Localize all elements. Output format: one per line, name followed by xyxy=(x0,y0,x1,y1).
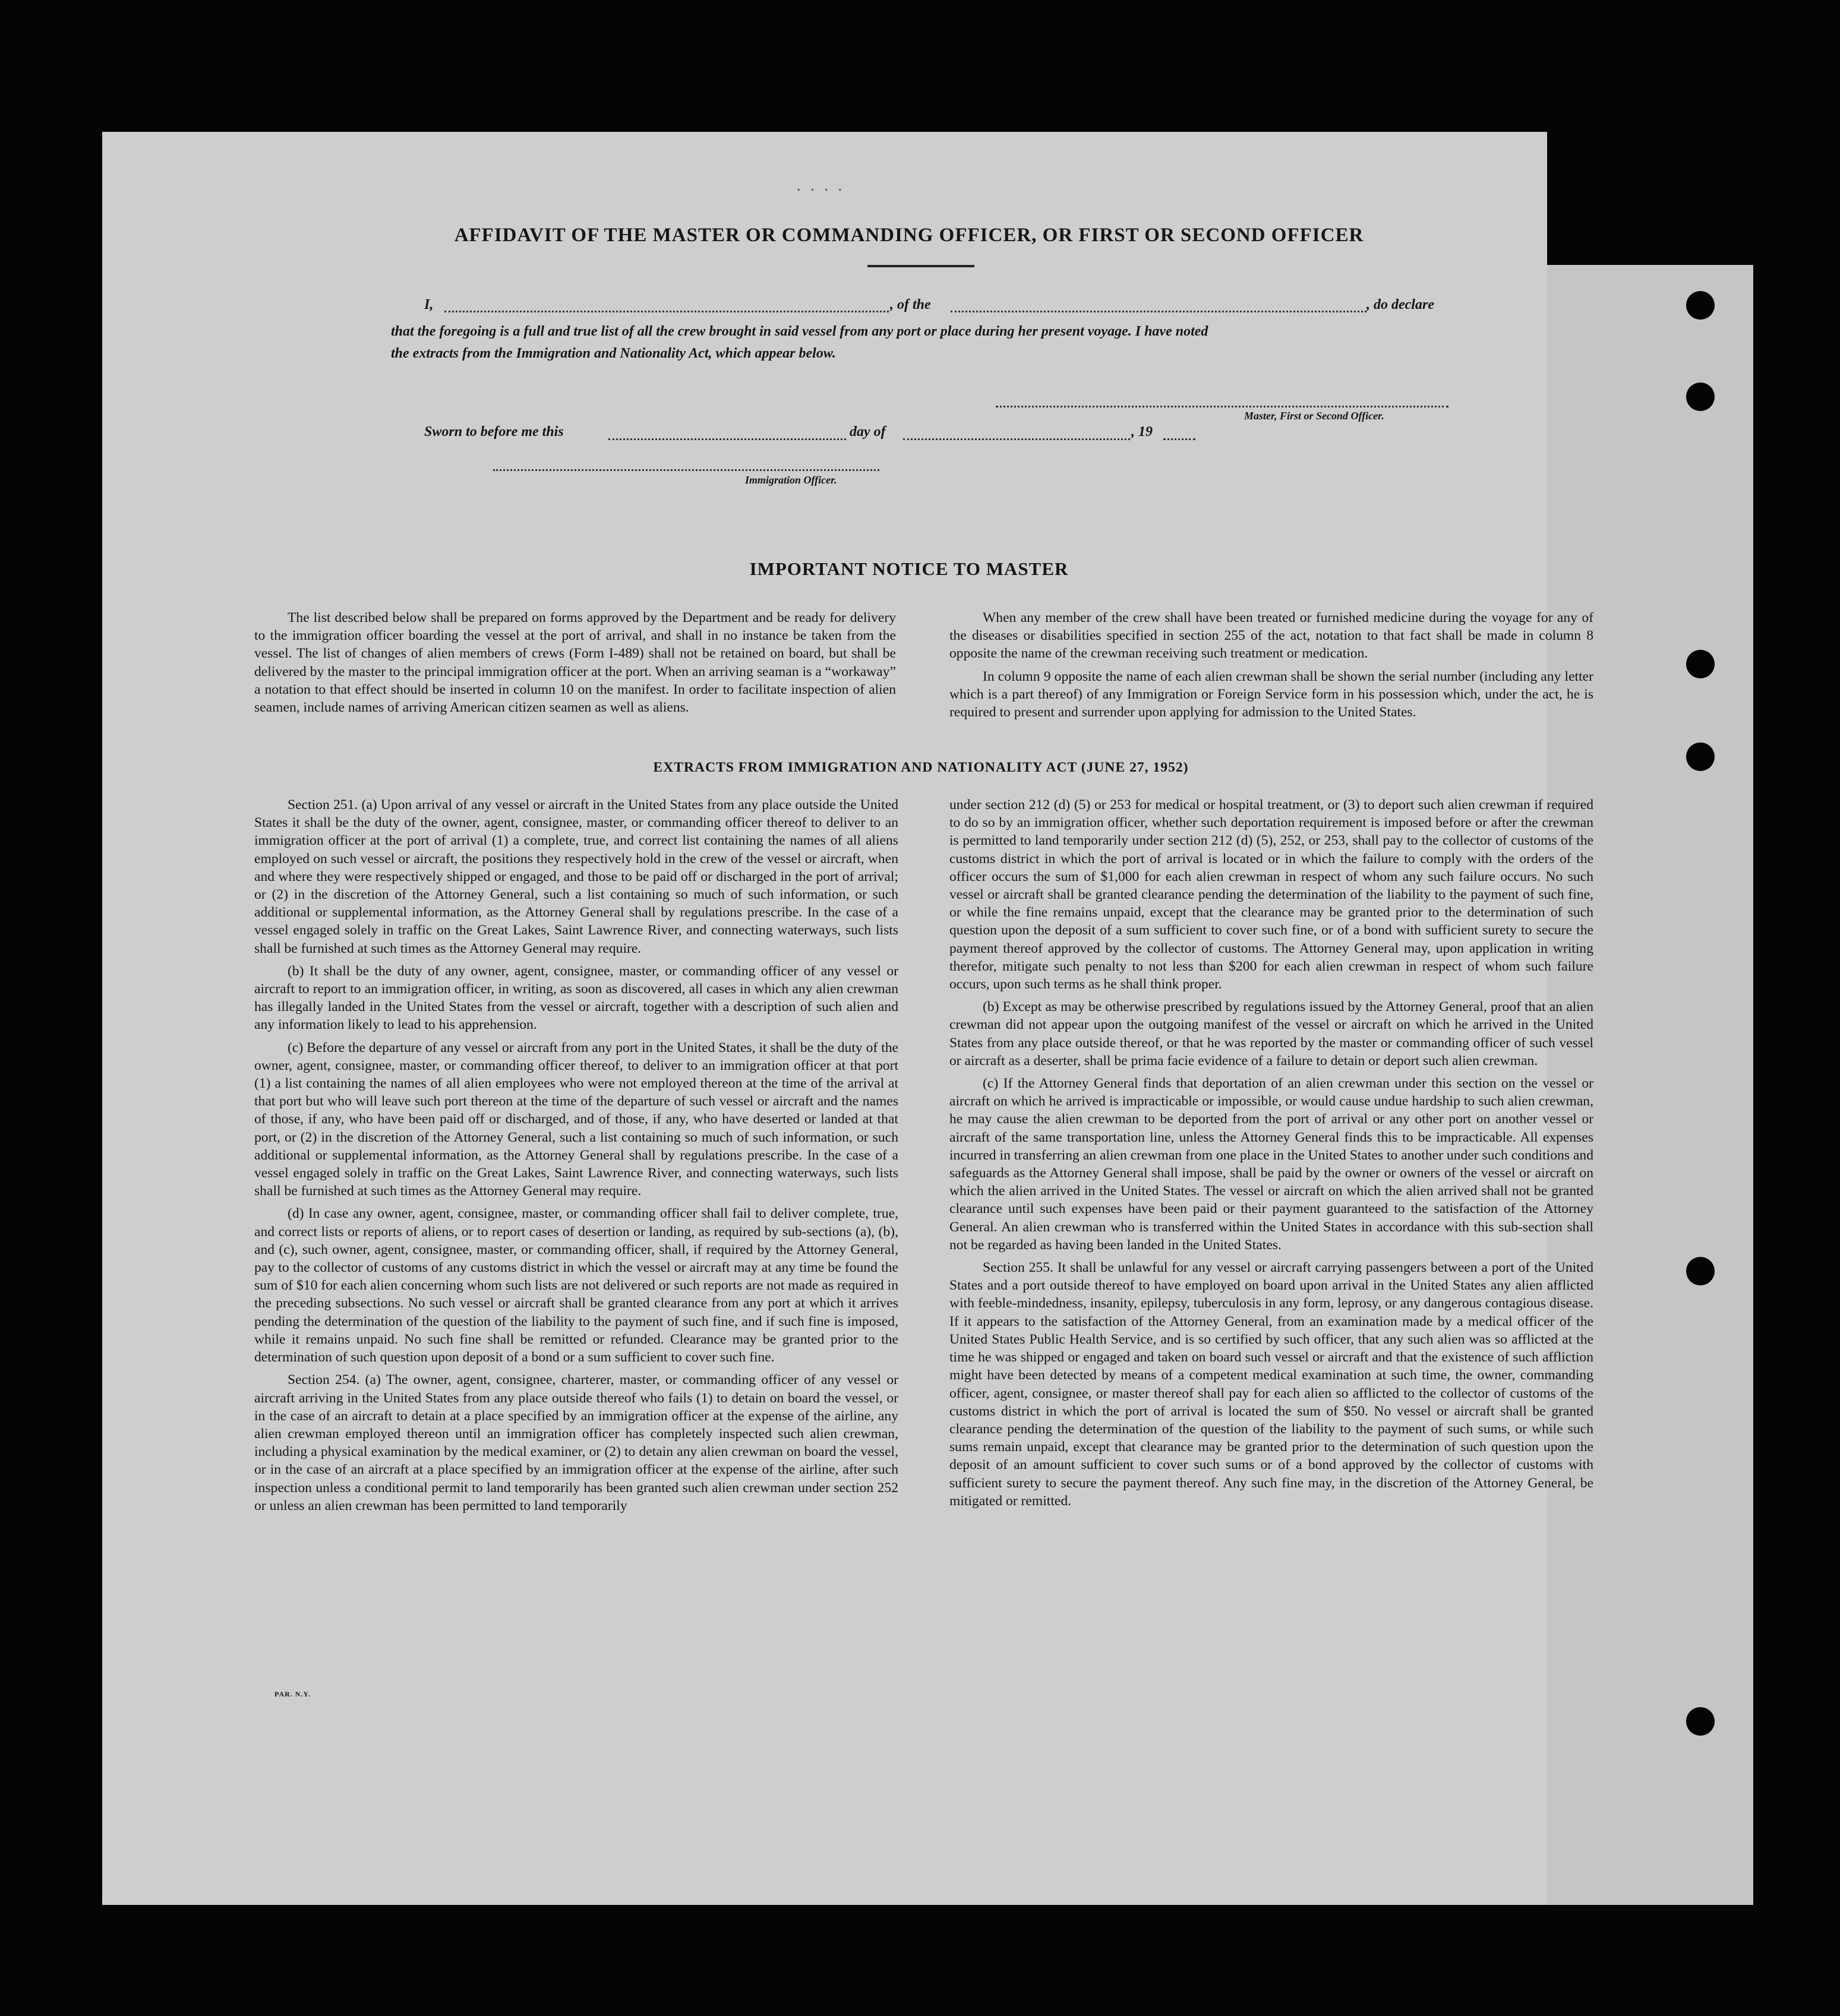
punch-hole xyxy=(1686,650,1715,678)
officer-signature-label: Immigration Officer. xyxy=(745,474,837,486)
section-254-b: (b) Except as may be otherwise prescribed by regulations issued by the Attorney General, proof that an alien crewman did not appear upon the outgoing manifest of the vessel or aircraft on which he arrived in the United States from any place outside thereof, or that he was reported by the master or commanding officer of such vessel or aircraft as a deserter, shall be prima facie evidence of a failure to detain or deport such alien crewman. xyxy=(949,999,1593,1069)
declaration-line-2: the extracts from the Immigration and Nationality Act, which appear below. xyxy=(391,346,836,361)
master-signature-line xyxy=(996,406,1448,407)
section-255: Section 255. It shall be unlawful for any vessel or aircraft carrying passengers between a port of the United States and a port outside thereof to have employed on board upon arrival in the United States any alien afflicted with feeble-mindedness, insanity, epilepsy, tuberculosis in any form, leprosy, or any dangerous contagious disease. If it appears to the satisfaction of the Attorney General, from an examination made by a medical officer of the United States Public Health Service, and is so certified by such officer, that any such alien was so afflicted at the time he was shipped or engaged and taken on board such vessel or aircraft and that the existence of such affliction might have been detected by means of a competent medical examination at such time, the owner, commanding officer, agent, consignee, or master thereof shall pay for each alien so afflicted to the collector of customs of the customs district in which the port of arrival is located the sum of $50. No vessel or aircraft shall be granted clearance pending the determination of the question of the liability to the payment of such sums, or while such sums remain unpaid, except that clearance may be granted prior to the determination of such question upon the deposit of an amount sufficient to cover such sums or of a bond approved by the collector of customs with sufficient surety to secure the payment thereof. Any such fine may, in the discretion of the Attorney General, be mitigated or remitted. xyxy=(949,1260,1593,1509)
notice-paragraph: The list described below shall be prepared on forms approved by the Department and be ready for delivery to the immigration officer boarding the vessel at the port of arrival, and shall in no instance be taken from the vessel. The list of changes of alien members of crews (Form I-489) shall not be retained on board, but shall be delivered by the master to the principal immigration officer at the port. When an arriving seaman is a “workaway” a notation to that effect should be inserted in column 10 on the manifest. In order to facilitate inspection of alien seamen, include names of arriving American citizen seamen as well as aliens. xyxy=(254,610,896,716)
section-254-c: (c) If the Attorney General finds that deportation of an alien crewman under this section on the vessel or aircraft on which he arrived is impracticable or impossible, or would cause undue hardship to such alien crewman, he may cause the alien crewman to be deported from the port of arrival or any other port on another vessel or aircraft of the same transportation line, unless the Attorney General finds this to be impracticable. All expenses incurred in transferring an alien crewman from one place in the United States to another under such conditions and safeguards as the Attorney General shall impose, shall be paid by the owner or owners of the vessel or aircraft on which the alien arrived in the United States. The vessel or aircraft on which the alien arrived shall not be granted clearance until such expenses have been paid or their payment guaranteed to the satisfaction of the Attorney General. An alien crewman who is transferred within the United States in accordance with this sub-section shall not be regarded as having been landed in the United States. xyxy=(949,1076,1593,1253)
sworn-label: Sworn to before me this xyxy=(424,424,564,440)
punch-hole xyxy=(1686,291,1715,320)
declarant-name-blank xyxy=(444,311,889,312)
scan-smudge: · · · · xyxy=(796,181,845,198)
sworn-month-blank xyxy=(903,438,1130,440)
section-251-a: Section 251. (a) Upon arrival of any vessel or aircraft in the United States from any place outside the United States it shall be the duty of the owner, agent, consignee, master, or commanding officer thereof to deliver to an immigration officer at the port of arrival (1) a complete, true, and correct list containing the names of all aliens employed on such vessel or aircraft, the positions they respectively hold in the crew of the vessel or aircraft, when and where they were respectively shipped or engaged, and those to be paid off or discharged in the port of arrival; or (2) in the discretion of the Attorney General, such a list containing so much of such information, or such additional or supplemental information, as the Attorney General shall by regulations prescribe. In the case of a vessel engaged solely in traffic on the Great Lakes, Saint Lawrence River, and connecting waterways, such lists shall be furnished at such times as the Attorney General may require. xyxy=(254,797,898,956)
declarant-label: I, xyxy=(424,297,434,312)
punch-hole xyxy=(1686,742,1715,771)
extracts-right-column xyxy=(949,796,1593,1515)
notice-title: IMPORTANT NOTICE TO MASTER xyxy=(749,558,1069,579)
day-of-label: day of xyxy=(850,424,886,440)
section-251-b: (b) It shall be the duty of any owner, agent, consignee, master, or commanding officer of any vessel or aircraft to report to an immigration officer, in writing, as soon as discovered, all cases in which any alien crewman has illegally landed in the United States from the vessel or aircraft, together with a description of such alien and any information likely to lead to his apprehension. xyxy=(254,963,898,1033)
title-divider xyxy=(867,265,974,267)
punch-hole xyxy=(1686,383,1715,411)
notice-right-column xyxy=(949,609,1593,726)
notice-paragraph: When any member of the crew shall have been treated or furnished medicine during the voyage for any of the diseases or disabilities specified in section 255 of the act, notation to that fact shall be made in column 8 opposite the name of the crewman receiving such treatment or medication. xyxy=(949,610,1593,662)
section-254-a-continued: under section 212 (d) (5) or 253 for medical or hospital treatment, or (3) to deport such alien crewman if required to do so by an immigration officer, whether such deportation requirement is imposed before or after the crewman is permitted to land temporarily under section 212 (d) (5), 252, or 253, shall pay to the collector of customs of the customs district in which the port of arrival is located or in which the failure to comply with the orders of the officer occurs the sum of $1,000 for each alien crewman in respect of whom any such failure occurs. No such vessel or aircraft shall be granted clearance pending the determination of the liability to the payment of such fine, or while the fine remains unpaid, except that the clearance may be granted prior to the determination of such question upon the deposit of a sum sufficient to cover such fine, or of a bond with sufficient surety to secure the payment thereof approved by the collector of customs. The Attorney General may, upon application in writing therefor, mitigate such penalty to not less than $200 for each alien crewman in respect of whom such failure occurs, upon such terms as he shall think proper. xyxy=(949,797,1593,993)
master-signature-label: Master, First or Second Officer. xyxy=(1244,410,1384,422)
declaration-line-1: that the foregoing is a full and true list of all the crew brought in said vessel from any port or place during her present voyage. I have noted xyxy=(391,324,1208,339)
punch-hole xyxy=(1686,1257,1715,1285)
section-254-a: Section 254. (a) The owner, agent, consignee, charterer, master, or commanding officer of any vessel or aircraft arriving in the United States from any place outside thereof who fails (1) to detain on board the vessel, or in the case of an aircraft to detain at a place specified by an immigration officer at the expense of the airline, any alien crewman employed thereon until an immigration officer has completely inspected such alien crewman, including a physical examination by the medical examiner, or (2) to detain any alien crewman on board the vessel, or in the case of an aircraft at a place specified by an immigration officer at the expense of the airline, after such inspection unless a conditional permit to land temporarily has been granted such alien crewman under section 252 or unless an alien crewman has been permitted to land temporarily xyxy=(254,1372,898,1513)
punch-hole xyxy=(1686,1707,1715,1736)
officer-signature-line xyxy=(493,469,879,471)
do-declare-label: , do declare xyxy=(1366,297,1434,312)
year-label: , 19 xyxy=(1131,424,1153,440)
of-the-label: , of the xyxy=(890,297,931,312)
section-251-c: (c) Before the departure of any vessel or aircraft from any port in the United States, it shall be the duty of the owner, agent, consignee, master, or commanding officer thereof, to deliver to an immigration officer at that port (1) a list containing the names of all alien employees who were not employed thereon at the time of the arrival at that port but who will leave such port thereon at the time of the departure of such vessel or aircraft and the names of those, if any, who have been paid off or discharged, and of those, if any, who have deserted or landed at that port, or (2) in the discretion of the Attorney General, such a list containing so much of such information, or such additional or supplemental information, as the Attorney General shall by regulations prescribe. In the case of a vessel engaged solely in traffic on the Great Lakes, Saint Lawrence River, and connecting waterways, such lists shall be furnished at such times as the Attorney General may require. xyxy=(254,1039,898,1199)
vessel-name-blank xyxy=(951,311,1366,312)
notice-paragraph: In column 9 opposite the name of each alien crewman shall be shown the serial number (including any letter which is a part thereof) of any Immigration or Foreign Service form in his possession which, under the act, he is required to present and surrender upon applying for admission to the United States. xyxy=(949,668,1593,721)
year-blank xyxy=(1163,438,1195,440)
notice-left-column xyxy=(254,609,896,721)
sworn-day-blank xyxy=(608,438,846,440)
affidavit-title: AFFIDAVIT OF THE MASTER OR COMMANDING OFFICER, OR FIRST OR SECOND OFFICER xyxy=(454,225,1364,246)
extracts-title: EXTRACTS FROM IMMIGRATION AND NATIONALITY ACT (JUNE 27, 1952) xyxy=(653,760,1189,775)
section-251-d: (d) In case any owner, agent, consignee, master, or commanding officer shall fail to deliver complete, true, and correct lists or reports of aliens, or to report cases of desertion or landing, as required by sub-sections (a), (b), and (c), such owner, agent, consignee, master, or commanding officer, shall, if required by the Attorney General, pay to the collector of customs of any customs district in which the vessel or aircraft may at any time be found the sum of $10 for each alien concerning whom such lists are not delivered or such reports are not made as required in the preceding subsections. No such vessel or aircraft shall be granted clearance from any port at which it arrives pending the determination of the question of the liability to the payment of such fine, and if such fine is imposed, while it remains unpaid. No such fine shall be remitted or refunded. Clearance may be granted prior to the determination of such question upon deposit of a bond or a sum sufficient to cover such fine. xyxy=(254,1206,898,1366)
extracts-left-column xyxy=(254,796,898,1519)
printer-code: PAR. N.Y. xyxy=(274,1690,311,1698)
